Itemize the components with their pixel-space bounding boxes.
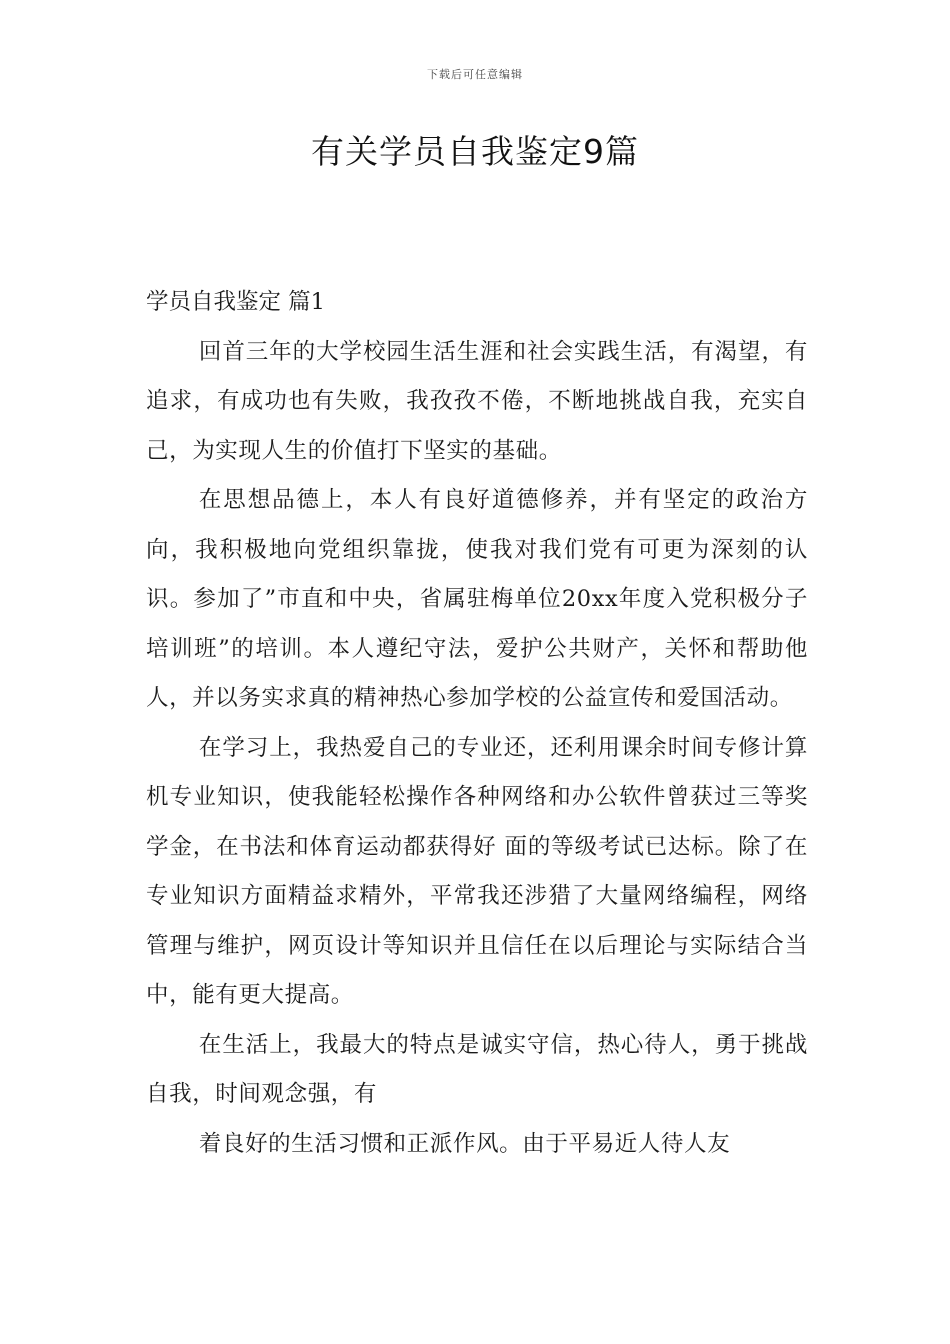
paragraph-3: 在学习上，我热爱自己的专业还，还利用课余时间专修计算机专业知识，使我能轻松操作各种网络和办公软件曾获过三等奖学金，在书法和体育运动都获得好 面的等级考试已达标。除了在专业知识方面精益求精外，平常我还涉猎了大量网络编程，网络管理与维护，网页设计等知识并且信任在以后理论与实际结合当中，能有更大提高。 xyxy=(146,734,808,1008)
paragraph-2: 在思想品德上，本人有良好道德修养，并有坚定的政治方向，我积极地向党组织靠拢，使我对我们党有可更为深刻的认识。参加了”市直和中央，省属驻梅单位20xx年度入党积极分子培训班”的培训。本人遵纪守法，爱护公共财产，关怀和帮助他人，并以务实求真的精神热心参加学校的公益宣传和爱国活动。 xyxy=(146,487,808,711)
document-title: 有关学员自我鉴定9篇 xyxy=(311,132,639,171)
paragraph-1: 回首三年的大学校园生活生涯和社会实践生活，有渴望，有追求，有成功也有失败，我孜孜不倦，不断地挑战自我，充实自己，为实现人生的价值打下坚实的基础。 xyxy=(146,338,808,464)
paragraph-4: 在生活上，我最大的特点是诚实守信，热心待人，勇于挑战自我，时间观念强，有 xyxy=(146,1031,808,1107)
section-heading: 学员自我鉴定 篇1 xyxy=(146,289,325,315)
paragraph-5: 着良好的生活习惯和正派作风。由于平易近人待人友 xyxy=(198,1130,731,1157)
header-note: 下载后可任意编辑 xyxy=(427,68,523,81)
document-body xyxy=(146,278,808,1169)
